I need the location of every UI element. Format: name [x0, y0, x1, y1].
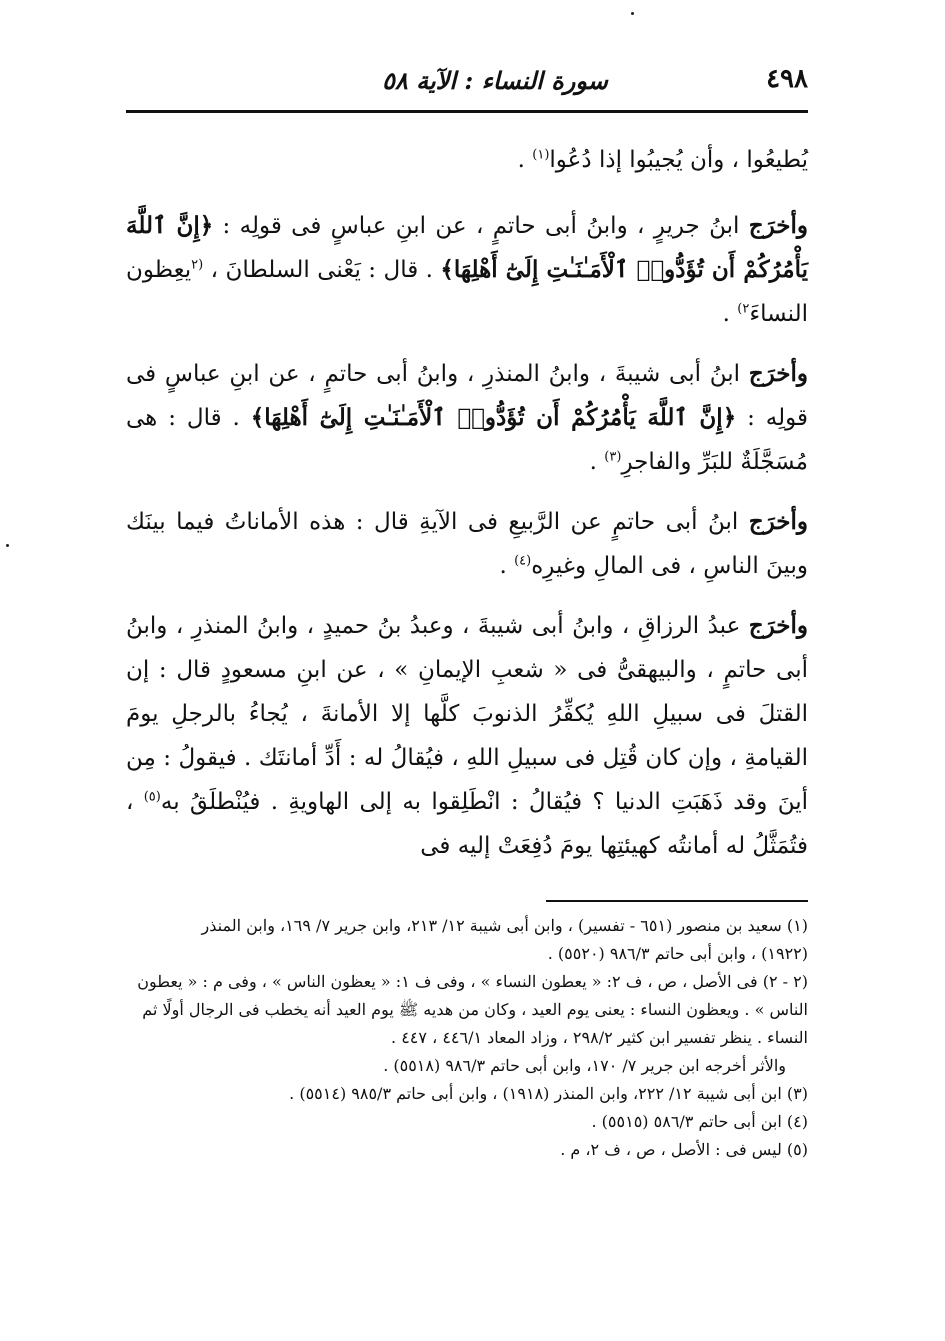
quran-verse: ﴿إِنَّ ٱللَّهَ يَأْمُرُكُمْ أَن تُؤَدُّوا۟ ٱلْأَمَـٰنَـٰتِ إِلَىٰٓ أَهْلِهَا﴾ [250, 404, 737, 431]
paragraph-5 [126, 604, 808, 868]
text: . [722, 301, 738, 327]
text: يُطيعُوا ، وأن يُجيبُوا إذا دُعُوا [549, 147, 808, 173]
footnote-ref: (١) [532, 147, 550, 163]
text: ابنُ أبى حاتمٍ عن الرَّبيعِ فى الآيةِ قال : هذه الأماناتُ فيما بينَك وبينَ الناسِ ، فى المالِ وغيرِه [126, 509, 808, 579]
scan-speck [631, 12, 634, 15]
lead-word: وأخرَج [748, 612, 808, 639]
footnote-4: (٤) ابن أبى حاتم ٥٨٦/٣ (٥٥١٥) . [591, 1112, 808, 1131]
footnote-2-cont: الناس » . ويعظون النساء : يعنى يوم العيد ، وكان من هديه ﷺ يوم العيد أنه يخطب فى الرجال أولًا ثم [142, 1000, 808, 1019]
paragraph-2 [126, 204, 808, 336]
footnotes [126, 912, 808, 1164]
page-number: ٤٩٨ [766, 64, 808, 94]
text: ابنُ أبى شيبةَ ، وابنُ المنذرِ ، وابنُ أبى حاتمٍ ، عن ابنِ عباسٍ فى قولِه : [126, 361, 808, 431]
footnote-ref: (٤) [514, 553, 532, 569]
footnote-1-cont: (١٩٢٢) ، وابن أبى حاتم ٩٨٦/٣ (٥٥٢٠) . [547, 944, 808, 963]
main-text [126, 138, 808, 884]
paragraph-1 [126, 138, 808, 182]
footnote-2-cont: النساء . ينظر تفسير ابن كثير ٢٩٨/٢ ، وزاد المعاد ٤٤٦/١ ، ٤٤٧ . [391, 1028, 808, 1047]
text: . قال : يَعْنى السلطانَ ، [203, 257, 441, 283]
text: يعِظون النساءَ [126, 257, 808, 327]
text: . قال : هى مُسَجَّلَةٌ للبَرِّ والفاجرِ [126, 405, 808, 475]
text: . [589, 449, 605, 475]
footnote-3: (٣) ابن أبى شيبة ١٢/ ٢٢٢، وابن المنذر (١٩١٨) ، وابن أبى حاتم ٩٨٥/٣ (٥٥١٤) . [289, 1084, 808, 1103]
footnote-rule [546, 900, 808, 902]
lead-word: وأخرَج [748, 212, 808, 239]
footnote-ref: ٢) [737, 301, 750, 317]
footnote-5: (٥) ليس فى : الأصل ، ص ، ف ٢، م . [560, 1140, 808, 1159]
footnote-ref: (٣) [604, 449, 622, 465]
text: عبدُ الرزاقِ ، وابنُ أبى شيبةَ ، وعبدُ بنُ حميدٍ ، وابنُ المنذرِ ، وابنُ أبى حاتمٍ ، والبيهقىُّ فى « شعبِ الإيمانِ » ، عن ابنِ مسعودٍ قال : إن القتلَ فى سبيلِ اللهِ يُكفِّرُ الذنوبَ كلَّها إلا الأمانةَ ، يُجاءُ بالرجلِ يومَ القيامةِ ، وإن كان قُتِل فى سبيلِ اللهِ ، فيُقالُ له : أَدِّ أمانتَك . فيقولُ : مِن أينَ وقد ذَهَبَتِ الدنيا ؟ فيُقالُ : انْطَلِقوا به إلى الهاويةِ . فيُنْطلَقُ به [126, 613, 809, 815]
footnote-ref: (٢ [191, 257, 204, 273]
footnote-ref: (٥) [143, 789, 161, 805]
paragraph-3 [126, 352, 808, 484]
footnote-1: (١) سعيد بن منصور (٦٥١ - تفسير) ، وابن أبى شيبة ١٢/ ٢١٣، وابن جرير ٧/ ١٦٩، وابن المنذر [201, 916, 808, 935]
quran-verse: ﴿إِنَّ ٱللَّهَ يَأْمُرُكُمْ أَن تُؤَدُّوا۟ ٱلْأَمَـٰنَـٰتِ إِلَىٰٓ أَهْلِهَا﴾ [126, 212, 808, 283]
lead-word: وأخرَج [748, 360, 808, 387]
footnote-2-cont: والأثر أخرجه ابن جرير ٧/ ١٧٠، وابن أبى حاتم ٩٨٦/٣ (٥٥١٨) . [383, 1056, 786, 1075]
paragraph-4 [126, 500, 808, 588]
lead-word: وأخرَج [748, 508, 808, 535]
text: . [499, 553, 515, 579]
text: ، فتُمَثَّلُ له أمانتُه كهيئتِها يومَ دُفِعَتْ إليه فى [126, 789, 808, 859]
text: ابنُ جريرٍ ، وابنُ أبى حاتمٍ ، عن ابنِ عباسٍ فى قولِه : [213, 213, 749, 239]
text: . [517, 147, 533, 173]
header-rule [126, 110, 808, 113]
scan-speck [6, 544, 9, 547]
footnote-2: (٢ - ٢) فى الأصل ، ص ، ف ٢: « يعطون النساء » ، وفى ف ١: « يعظون الناس » ، وفى م : « يعطون [137, 972, 808, 991]
running-title: سورة النساء : الآية ٥٨ [382, 66, 608, 95]
page-header [126, 60, 808, 100]
